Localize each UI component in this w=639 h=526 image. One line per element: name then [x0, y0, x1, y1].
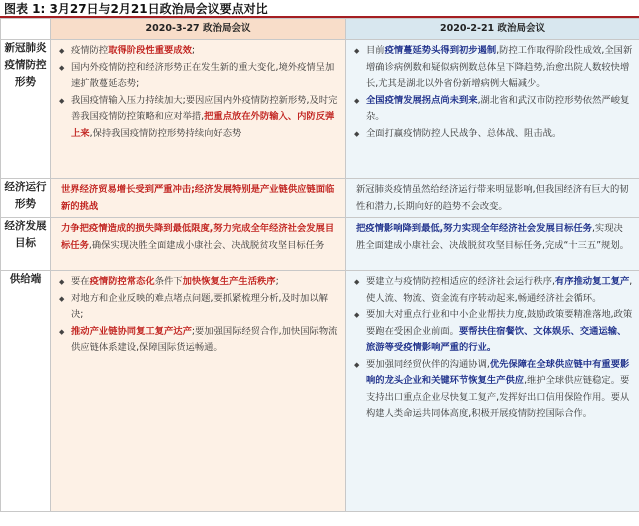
text-segment: ;要加强国际经贸合作,加快国际物流供应链体系建设,保障国际货运畅通。: [71, 325, 338, 353]
list-item: [354, 307, 633, 357]
highlight-text: 全国疫情发展拐点尚未到来: [366, 94, 478, 106]
diamond-bullet-icon: ◆: [354, 129, 360, 138]
cell-economy-left: [51, 179, 346, 218]
paragraph: [51, 179, 345, 217]
header-blank-cell: [1, 19, 51, 40]
highlight-text: 要帮扶住宿餐饮、文体娱乐、交通运输、旅游等受疫情影响严重的行业。: [366, 325, 627, 353]
row-label-epidemic: 新冠肺炎疫情防控形势: [1, 40, 51, 179]
paragraph: [346, 179, 639, 217]
highlight-text: 疫情防控常态化: [89, 276, 155, 287]
text-segment: ,维护全球供应链稳定。要支持出口重点企业尽快复工复产,发挥好出口信用保险作用。要从构建人类命运共同体高度,积极开展疫情防控国际合作。: [366, 375, 630, 419]
comparison-table: [0, 18, 639, 512]
cell-goal-left: [51, 218, 346, 271]
highlight-text: 世界经济贸易增长受到严重冲击;经济发展特别是产业链供应链面临新的挑战: [61, 184, 335, 212]
text-segment: 新冠肺炎疫情虽然给经济运行带来明显影响,但我国经济有巨大的韧性和潜力,长期向好的趋势不会改变。: [356, 184, 629, 212]
diamond-bullet-icon: ◆: [354, 96, 360, 105]
row-label-economy: 经济运行形势: [1, 179, 51, 218]
bullet-list: [51, 40, 345, 145]
text-segment: 要在: [71, 276, 90, 287]
highlight-text: 把重点放在外防输入、内防反弹上来: [71, 111, 335, 139]
diamond-bullet-icon: ◆: [59, 294, 65, 303]
diamond-bullet-icon: ◆: [354, 360, 360, 369]
figure-title: 图表 1: 3月27日与2月21日政治局会议要点对比: [0, 0, 639, 18]
text-segment: 我国疫情输入压力持续加大;要因应国内外疫情防控新形势,及时完善我国疫情防控策略和应对举措,: [71, 94, 338, 122]
highlight-text: 加快恢复生产生活秩序: [182, 276, 276, 287]
row-goal: [1, 218, 639, 271]
list-item: [59, 324, 339, 357]
list-item: [354, 43, 633, 93]
diamond-bullet-icon: ◆: [59, 63, 65, 72]
highlight-text: 取得阶段性重要成效: [108, 45, 192, 56]
text-segment: 要加强同经贸伙伴的沟通协调,: [366, 358, 490, 370]
bullet-list: [346, 40, 639, 145]
list-item: [59, 274, 339, 291]
list-item: [59, 43, 339, 60]
diamond-bullet-icon: ◆: [59, 47, 65, 55]
list-item: [59, 60, 339, 93]
list-item: [59, 93, 339, 143]
row-label-supply: 供给端: [1, 271, 51, 512]
text-segment: 对地方和企业反映的难点堵点问题,要抓紧梳理分析,及时加以解决;: [71, 292, 328, 320]
diamond-bullet-icon: ◆: [354, 311, 360, 319]
list-item: [354, 357, 633, 423]
text-segment: 国内外疫情防控和经济形势正在发生新的重大变化,境外疫情呈加速扩散蔓延态势;: [71, 61, 335, 89]
row-label-goal: 经济发展目标: [1, 218, 51, 271]
text-segment: ,使人流、物流、资金流有序转动起来,畅通经济社会循环。: [366, 276, 633, 304]
diamond-bullet-icon: ◆: [59, 327, 65, 336]
list-item: [354, 93, 633, 126]
header-left: 2020-3-27 政治局会议: [51, 19, 346, 40]
text-segment: 目前: [366, 45, 385, 56]
text-segment: ;: [191, 45, 196, 56]
row-epidemic: [1, 40, 639, 179]
bullet-list: [346, 271, 639, 426]
diamond-bullet-icon: ◆: [354, 278, 360, 286]
text-segment: 条件下: [154, 276, 183, 287]
cell-supply-left: [51, 271, 346, 512]
text-segment: ,防控工作取得阶段性成效,全国新增确诊病例数和疑似病例数总体呈下降趋势,治愈出院人数较快增长,尤其是湖北以外省份新增病例大幅减少。: [366, 45, 633, 89]
highlight-text: 推动产业链协同复工复产达产: [71, 325, 192, 337]
list-item: [354, 274, 633, 307]
paragraph: [346, 218, 639, 256]
text-segment: 要建立与疫情防控相适应的经济社会运行秩序,: [366, 276, 555, 287]
table-header-row: [1, 19, 639, 40]
list-item: [59, 291, 339, 324]
row-supply: [1, 271, 639, 512]
text-segment: 要加大对重点行业和中小企业帮扶力度,鼓励政策要精准落地,政策要跑在受困企业前面。: [366, 309, 633, 337]
diamond-bullet-icon: ◆: [59, 278, 65, 286]
highlight-text: 疫情蔓延势头得到初步遏制: [384, 45, 497, 56]
text-segment: ;: [275, 276, 279, 287]
highlight-text: 有序推动复工复产: [554, 276, 630, 287]
header-right: 2020-2-21 政治局会议: [346, 19, 639, 40]
cell-goal-right: [346, 218, 639, 271]
paragraph: [51, 218, 345, 256]
text-segment: ,湖北省和武汉市防控形势依然严峻复杂。: [366, 94, 630, 122]
text-segment: 疫情防控: [71, 45, 109, 56]
highlight-text: 把疫情影响降到最低,努力实现全年经济社会发展目标任务: [356, 223, 592, 234]
cell-supply-right: [346, 271, 639, 512]
cell-epidemic-left: [51, 40, 346, 179]
list-item: [354, 126, 633, 143]
highlight-text: 力争把疫情造成的损失降到最低限度,努力完成全年经济社会发展目标任务: [61, 223, 335, 251]
text-segment: ,保持我国疫情防控形势持续向好态势: [89, 127, 242, 139]
text-segment: ,确保实现决胜全面建成小康社会、决战脱贫攻坚目标任务: [88, 240, 325, 251]
text-segment: ,实现决胜全面建成小康社会、决战脱贫攻坚目标任务,完成“十三五”规划。: [356, 223, 629, 251]
row-economy: [1, 179, 639, 218]
cell-epidemic-right: [346, 40, 639, 179]
diamond-bullet-icon: ◆: [354, 47, 360, 55]
highlight-text: 优先保障在全球供应链中有重要影响的龙头企业和关键环节恢复生产供应: [366, 358, 630, 386]
text-segment: 全面打赢疫情防控人民战争、总体战、阻击战。: [366, 127, 562, 139]
bullet-list: [51, 271, 345, 360]
cell-economy-right: [346, 179, 639, 218]
diamond-bullet-icon: ◆: [59, 96, 65, 105]
